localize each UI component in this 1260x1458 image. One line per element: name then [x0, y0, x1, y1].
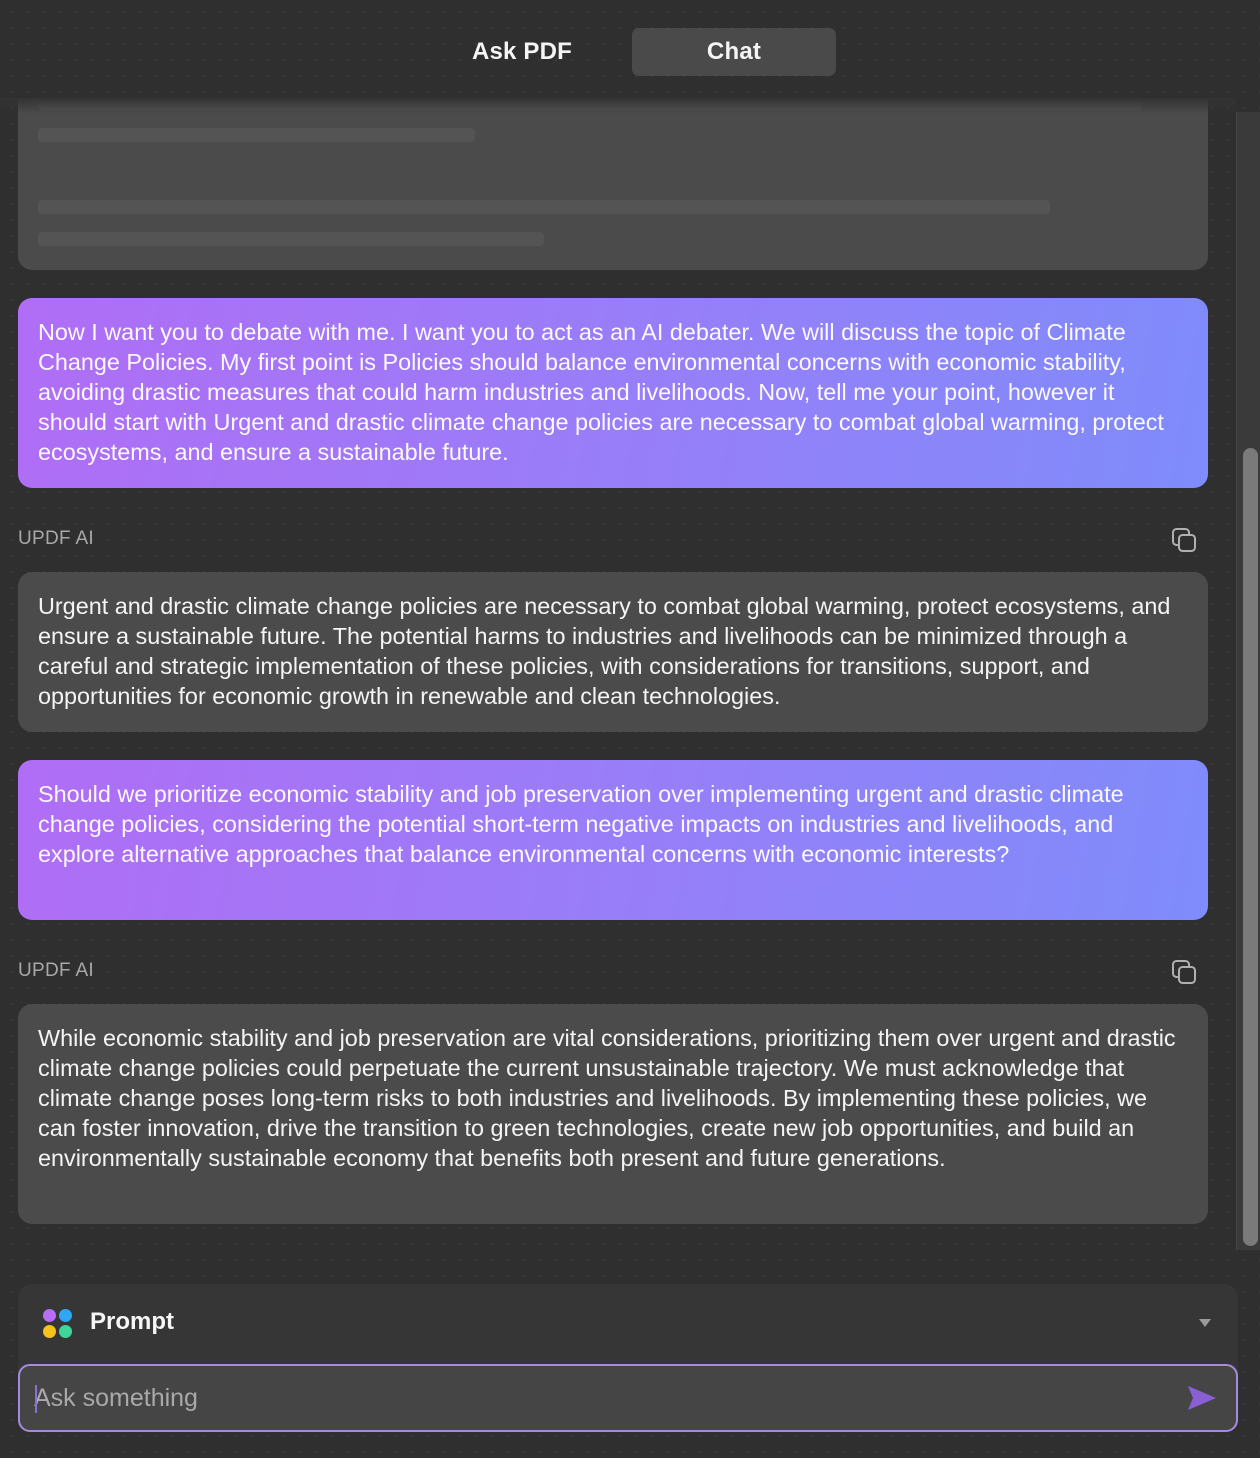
message-text: Now I want you to debate with me. I want you to act as an AI debater. We will discuss the topic of Climate Change Policies. My first point is Policies should balance environmental concerns with economic stability, avoiding drastic measures that could harm industries and livelihoods. Now, tell me your point, however it should start with Urgent and drastic climate change policies are necessary to combat global warming, protect ecosystems, and ensure a sustainable future.	[38, 319, 1164, 465]
ask-input[interactable]	[34, 1366, 1174, 1430]
message-text: Should we prioritize economic stability and job preservation over implementing urgent and drastic climate change policies, considering the potential short-term negative impacts on industries and livelihoods, and explore alternative approaches that balance environmental concerns with economic interests?	[38, 781, 1124, 867]
text-cursor	[35, 1385, 37, 1413]
tab-chat[interactable]: Chat	[632, 28, 836, 76]
tab-bar	[0, 0, 1260, 100]
copy-button[interactable]	[1166, 954, 1202, 990]
tab-ask-pdf[interactable]: Ask PDF	[471, 38, 573, 65]
send-icon	[1186, 1384, 1218, 1412]
prompt-selector[interactable]	[18, 1284, 1238, 1364]
copy-icon	[1169, 525, 1199, 555]
ai-message	[18, 572, 1208, 732]
user-message	[18, 760, 1208, 920]
user-message	[18, 298, 1208, 488]
faded-text	[38, 98, 1188, 270]
message-text: While economic stability and job preservation are vital considerations, prioritizing them over urgent and drastic climate change policies could perpetuate the current unsustainable trajectory. We must acknowledge that climate change poses long-term risks to both industries and livelihoods. By implementing these policies, we can foster innovation, drive the transition to green technologies, create new job opportunities, and build an environmentally sustainable economy that benefits both present and future generations.	[38, 1025, 1176, 1171]
ai-sender-label: UPDF AI	[18, 528, 95, 549]
ai-sender-label: UPDF AI	[18, 960, 95, 981]
chat-history[interactable]	[0, 98, 1260, 1250]
previous-message-partial	[18, 98, 1208, 270]
message-text: Urgent and drastic climate change policies are necessary to combat global warming, protect ecosystems, and ensure a sustainable future. The potential harms to industries and livelihoods can be minimized through a careful and strategic implementation of these policies, with considerations for transitions, support, and opportunities for economic growth in renewable and clean technologies.	[38, 593, 1171, 709]
chat-scrollbar-thumb[interactable]	[1243, 448, 1258, 1246]
copy-icon	[1169, 957, 1199, 987]
caret-down-icon[interactable]	[1199, 1319, 1211, 1327]
ai-message	[18, 1004, 1208, 1224]
send-button[interactable]	[1184, 1382, 1220, 1414]
ask-input-container	[18, 1364, 1238, 1432]
copy-button[interactable]	[1166, 522, 1202, 558]
prompt-label: Prompt	[90, 1308, 174, 1335]
prompt-dots-icon	[43, 1309, 73, 1339]
